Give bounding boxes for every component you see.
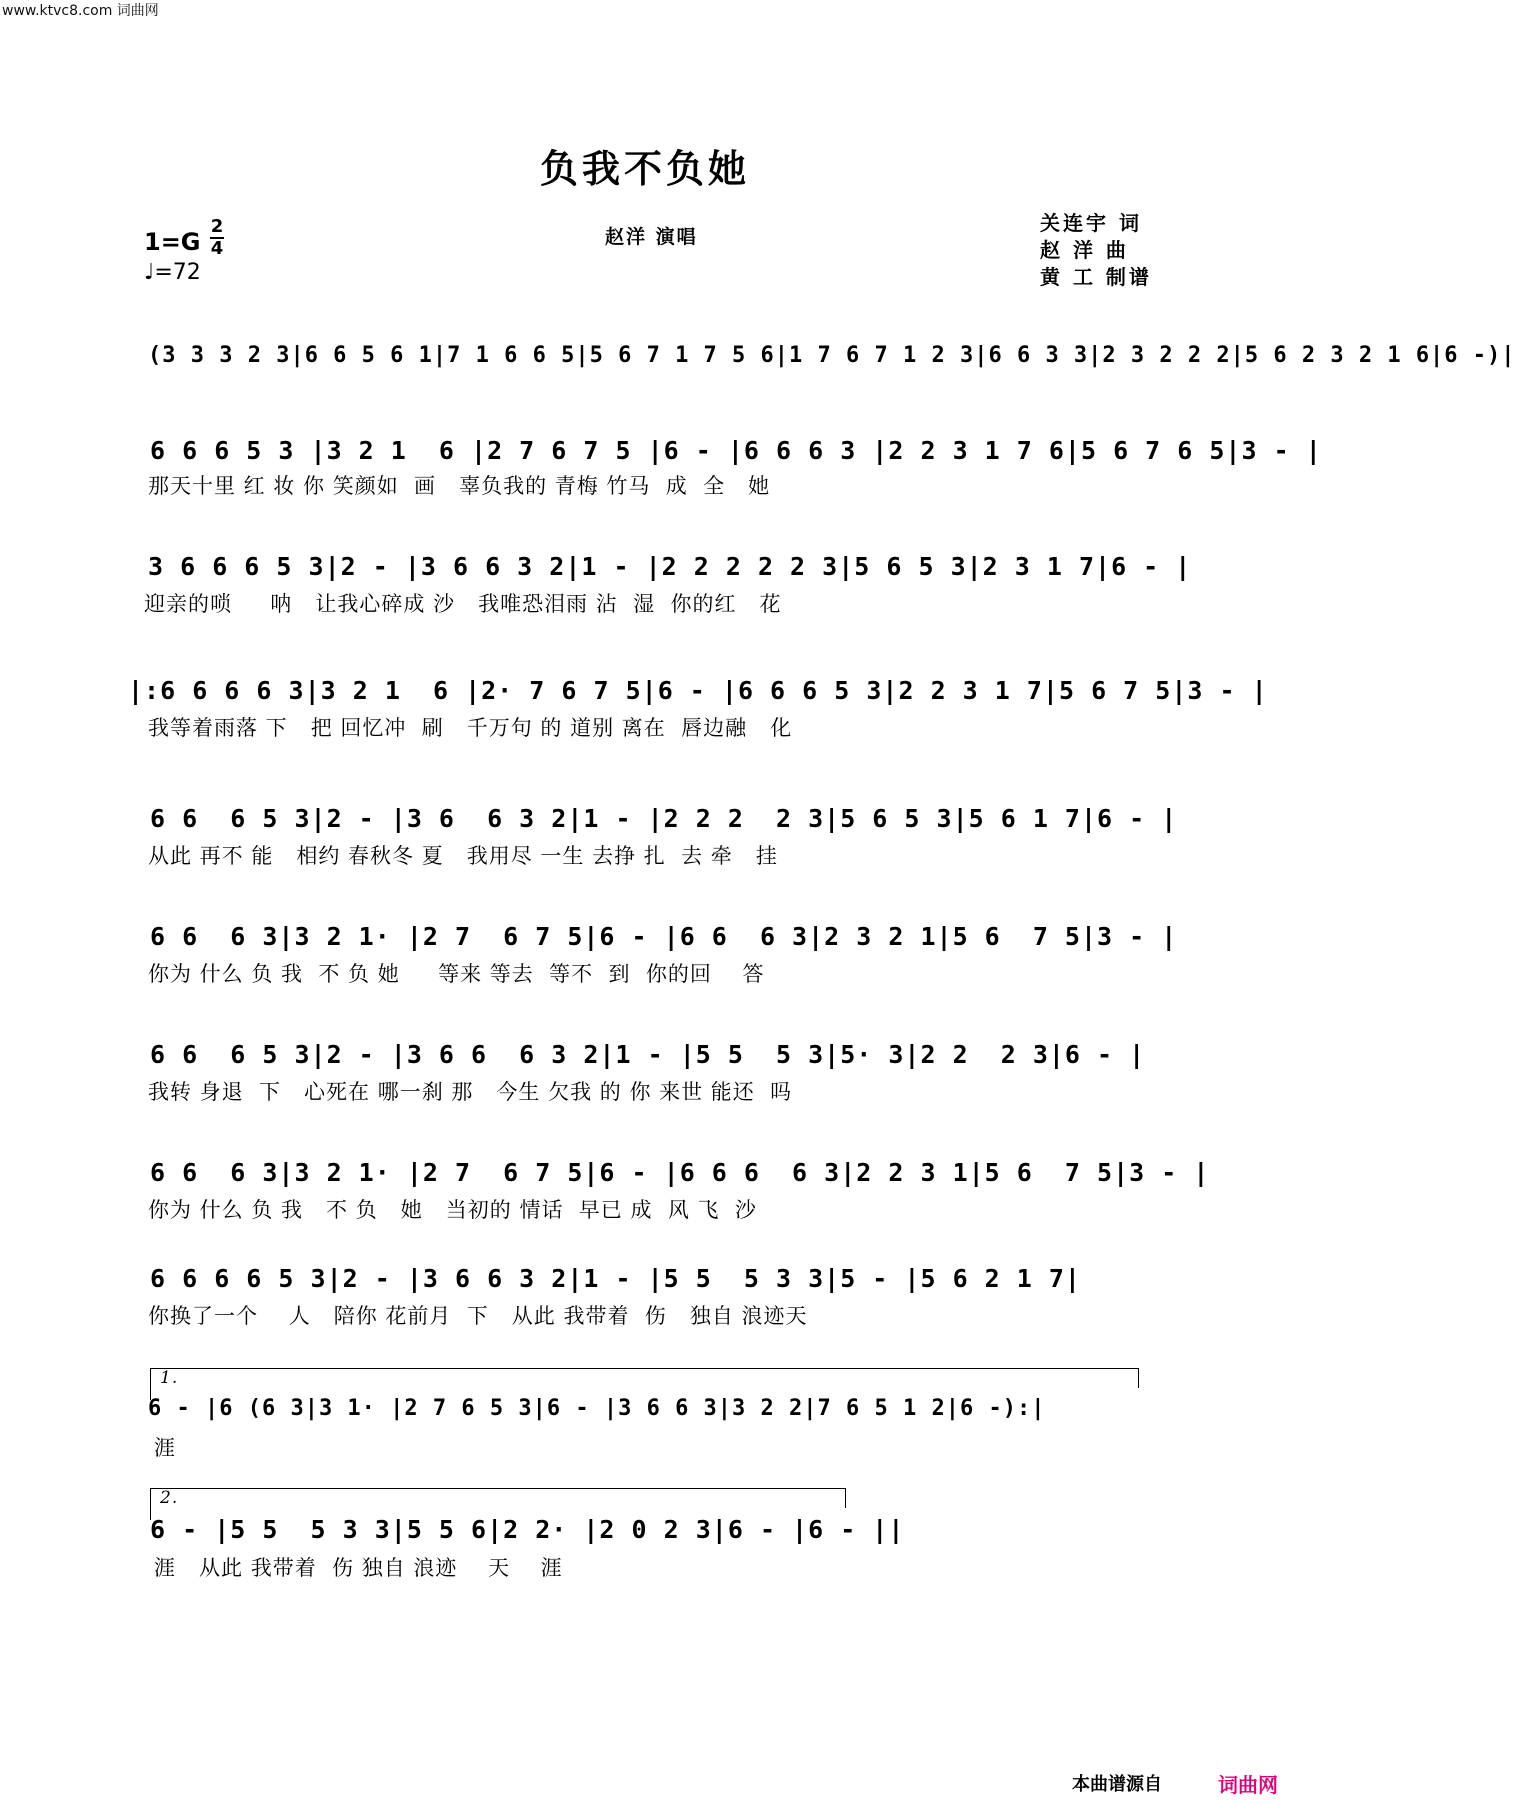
system-lyrics: 涯 从此 我带着 伤 独自 浪迹 天 涯 (154, 1556, 563, 1580)
system-notes: 6 - |5 5 5 3 3|5 5 6|2 2· |2 0 2 3|6 - |6 - || (150, 1515, 905, 1544)
system-lyrics: 你为 什么 负 我 不 负 她 等来 等去 等不 到 你的回 答 (148, 962, 765, 986)
system-notes: 6 6 6 5 3|2 - |3 6 6 6 3 2|1 - |5 5 5 3|5· 3|2 2 2 3|6 - | (150, 1040, 1146, 1069)
system-notes: 6 6 6 3|3 2 1· |2 7 6 7 5|6 - |6 6 6 6 3|2 2 3 1|5 6 7 5|3 - | (150, 1158, 1210, 1187)
composer-credit: 赵 洋 曲 (1040, 238, 1129, 262)
lyricist-credit: 关连宇 词 (1040, 211, 1142, 235)
system-notes: 6 - |6 (6 3|3 1· |2 7 6 5 3|6 - |3 6 6 3|3 2 2|7 6 5 1 2|6 -):| (148, 1396, 1046, 1421)
system-lyrics: 你为 什么 负 我 不 负 她 当初的 情话 早已 成 风 飞 沙 (148, 1198, 757, 1222)
system-lyrics: 迎亲的唢 呐 让我心碎成 沙 我唯恐泪雨 沾 湿 你的红 花 (144, 592, 782, 616)
site-watermark: www.ktvc8.com 词曲网 (2, 3, 159, 19)
volta-label: 1. (160, 1368, 179, 1388)
system-notes: 6 6 6 5 3|2 - |3 6 6 3 2|1 - |2 2 2 2 3|5 6 5 3|5 6 1 7|6 - | (150, 804, 1178, 833)
song-title: 负我不负她 (539, 147, 750, 191)
time-signature (210, 218, 224, 258)
time-signature-bottom: 4 (210, 238, 224, 259)
tempo-marking: ♩=72 (144, 260, 201, 285)
time-signature-top: 2 (210, 216, 224, 237)
system-notes: 3 6 6 6 5 3|2 - |3 6 6 3 2|1 - |2 2 2 2 2 3|5 6 5 3|2 3 1 7|6 - | (148, 552, 1192, 581)
system-notes: |:6 6 6 6 3|3 2 1 6 |2· 7 6 7 5|6 - |6 6 6 5 3|2 2 3 1 7|5 6 7 5|3 - | (128, 676, 1268, 705)
footer-source-label: 本曲谱源自 (1072, 1774, 1162, 1795)
system-notes: 6 6 6 6 5 3|2 - |3 6 6 3 2|1 - |5 5 5 3 3|5 - |5 6 2 1 7| (150, 1264, 1081, 1293)
system-lyrics: 我等着雨落 下 把 回忆冲 刷 千万句 的 道别 离在 唇边融 化 (148, 716, 793, 740)
author-credits (1040, 210, 1152, 291)
system-lyrics: 那天十里 红 妆 你 笑颜如 画 辜负我的 青梅 竹马 成 全 她 (148, 474, 771, 498)
system-lyrics: 你换了一个 人 陪你 花前月 下 从此 我带着 伤 独自 浪迹天 (148, 1304, 808, 1328)
system-notes: 6 6 6 5 3 |3 2 1 6 |2 7 6 7 5 |6 - |6 6 6 3 |2 2 3 1 7 6|5 6 7 6 5|3 - | (150, 436, 1322, 465)
key-signature: 1=G (144, 228, 201, 256)
volta-label: 2. (160, 1488, 179, 1508)
system-lyrics: 涯 (154, 1436, 176, 1460)
volta-bracket-top (150, 1368, 1138, 1369)
system-notes: (3 3 3 2 3|6 6 5 6 1|7 1 6 6 5|5 6 7 1 7 5 6|1 7 6 7 1 2 3|6 6 3 3|2 3 2 2 2|5 6 2 3 2 1 6|6 -)| (148, 343, 1516, 368)
arranger-credit: 黄 工 制谱 (1040, 265, 1152, 289)
footer-site-link[interactable]: 词曲网 (1218, 1773, 1278, 1797)
volta-bracket-right (845, 1488, 846, 1508)
volta-bracket-right (1138, 1368, 1139, 1388)
singer-credit: 赵洋 演唱 (605, 226, 698, 248)
system-lyrics: 我转 身退 下 心死在 哪一刹 那 今生 欠我 的 你 来世 能还 吗 (148, 1080, 793, 1104)
system-notes: 6 6 6 3|3 2 1· |2 7 6 7 5|6 - |6 6 6 3|2 3 2 1|5 6 7 5|3 - | (150, 922, 1178, 951)
system-lyrics: 从此 再不 能 相约 春秋冬 夏 我用尽 一生 去挣 扎 去 牵 挂 (148, 844, 778, 868)
volta-bracket-top (150, 1488, 845, 1489)
